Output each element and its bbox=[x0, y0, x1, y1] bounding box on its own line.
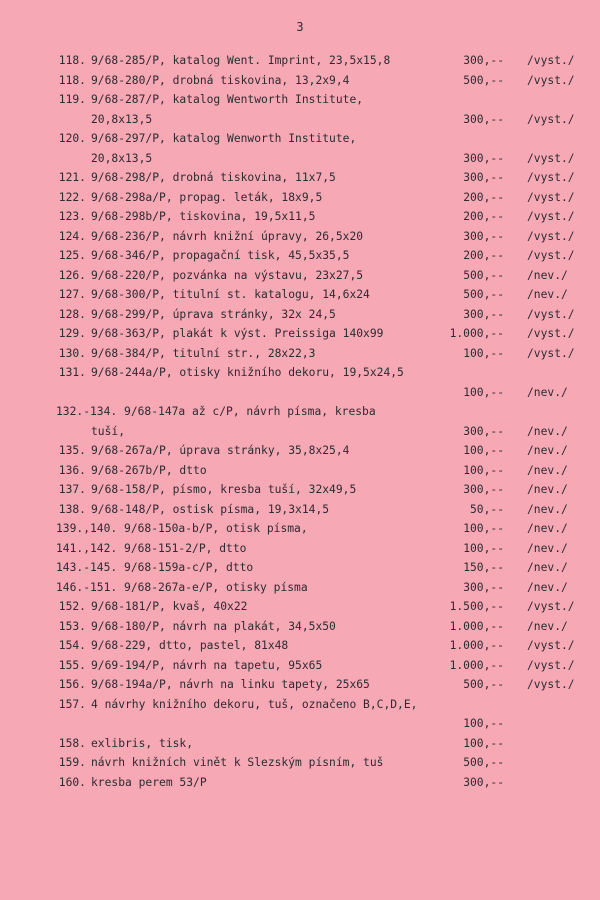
entry-status: /nev./ bbox=[527, 561, 568, 574]
entry-status: /nev./ bbox=[527, 483, 568, 496]
entry-description: 20,8x13,5 bbox=[91, 151, 153, 165]
entry-description: 4 návrhy knižního dekoru, tuš, označeno B,C,D,E, bbox=[91, 697, 418, 711]
entry-status: /nev./ bbox=[527, 424, 568, 438]
entry-status: /nev./ bbox=[527, 268, 568, 282]
entry-description: návrh knižních vinět k Slezským písním, tuš bbox=[91, 756, 384, 769]
entry-number: 131. bbox=[58, 366, 86, 379]
entry-number: 126. bbox=[58, 268, 86, 282]
entry-description: 9/68-346/P, propagační tisk, 45,5x35,5 bbox=[91, 249, 350, 262]
entry-number: 136. bbox=[58, 463, 86, 477]
entry-description: kresba perem 53/P bbox=[91, 775, 207, 789]
entry-number: 154. bbox=[58, 639, 86, 652]
list-item bbox=[0, 268, 600, 284]
entry-number: 118. bbox=[58, 73, 86, 87]
list-item bbox=[0, 404, 600, 420]
entry-description: 9/68-300/P, titulní st. katalogu, 14,6x24 bbox=[91, 288, 370, 301]
entry-price: 1.500,-- bbox=[449, 600, 504, 613]
list-item bbox=[0, 541, 600, 557]
entry-status: /vyst./ bbox=[527, 151, 575, 165]
entry-number: 125. bbox=[58, 249, 86, 262]
entry-description: 9/68-299/P, úprava stránky, 32x 24,5 bbox=[91, 307, 336, 321]
entry-price: 500,-- bbox=[463, 756, 504, 769]
list-item bbox=[0, 385, 600, 401]
entry-price: 500,-- bbox=[463, 268, 504, 282]
entry-status: /vyst./ bbox=[527, 307, 575, 321]
list-item bbox=[0, 599, 600, 615]
list-item bbox=[0, 580, 600, 596]
entry-number: 130. bbox=[58, 346, 86, 360]
entry-price: 300,-- bbox=[463, 112, 504, 126]
entry-description: 9/68-181/P, kvaš, 40x22 bbox=[91, 600, 248, 613]
entry-price: 100,-- bbox=[463, 522, 504, 535]
entry-description: tuší, bbox=[91, 424, 126, 438]
entry-number: 138. bbox=[58, 502, 86, 516]
entry-number: 124. bbox=[58, 229, 86, 243]
entry-status: /nev./ bbox=[527, 288, 568, 301]
entry-price: 300,-- bbox=[463, 424, 504, 438]
entry-description: 9/69-194/P, návrh na tapetu, 95x65 bbox=[91, 658, 323, 672]
entry-price: 200,-- bbox=[463, 249, 504, 262]
entry-description: 9/68-244a/P, otisky knižního dekoru, 19,5x24,5 bbox=[91, 366, 404, 379]
entry-status: /nev./ bbox=[527, 502, 568, 516]
entry-number: 156. bbox=[58, 678, 86, 691]
entry-description: 9/68-236/P, návrh knižní úpravy, 26,5x20 bbox=[91, 229, 364, 243]
entry-description: 9/68-267b/P, dtto bbox=[91, 463, 207, 477]
entry-description: 9/68-298a/P, propag. leták, 18x9,5 bbox=[91, 190, 323, 204]
entry-description: 141.,142. 9/68-151-2/P, dtto bbox=[56, 541, 247, 555]
entry-price: 100,-- bbox=[463, 463, 504, 477]
entry-price: 1.000,-- bbox=[449, 619, 504, 633]
list-item bbox=[0, 53, 600, 69]
entry-description: 143.-145. 9/68-159a-c/P, dtto bbox=[56, 561, 254, 574]
entry-description: 9/68-194a/P, návrh na linku tapety, 25x65 bbox=[91, 678, 370, 691]
entry-status: /nev./ bbox=[527, 580, 568, 594]
entry-price: 500,-- bbox=[463, 678, 504, 691]
entry-status: /nev./ bbox=[527, 619, 568, 633]
entry-description: 9/68-297/P, katalog Wenworth Institute, bbox=[91, 132, 357, 145]
entry-status: /vyst./ bbox=[527, 327, 575, 340]
entry-description: 20,8x13,5 bbox=[91, 112, 153, 126]
list-item bbox=[0, 307, 600, 323]
entry-price: 300,-- bbox=[463, 483, 504, 496]
list-item bbox=[0, 560, 600, 576]
entry-description: 132.-134. 9/68-147a až c/P, návrh písma, kresba bbox=[56, 405, 376, 418]
list-item bbox=[0, 151, 600, 167]
entry-price: 1.000,-- bbox=[449, 658, 504, 672]
entry-description: exlibris, tisk, bbox=[91, 736, 194, 750]
entry-description: 9/68-180/P, návrh na plakát, 34,5x50 bbox=[91, 619, 336, 633]
entry-description: 9/68-363/P, plakát k výst. Preissiga 140x99 bbox=[91, 327, 384, 340]
entry-number: 135. bbox=[58, 444, 86, 457]
entry-number: 157. bbox=[58, 697, 86, 711]
entry-number: 160. bbox=[58, 775, 86, 789]
entry-description: 9/68-148/P, ostisk písma, 19,3x14,5 bbox=[91, 502, 330, 516]
entry-price: 300,-- bbox=[463, 229, 504, 243]
entry-price: 300,-- bbox=[463, 171, 504, 184]
list-item bbox=[0, 170, 600, 186]
list-item bbox=[0, 482, 600, 498]
list-item bbox=[0, 521, 600, 537]
list-item bbox=[0, 131, 600, 147]
list-item bbox=[0, 619, 600, 635]
entry-number: 152. bbox=[58, 600, 86, 613]
entry-price: 100,-- bbox=[463, 385, 504, 399]
entry-status: /vyst./ bbox=[527, 639, 575, 652]
entry-description: 9/68-158/P, písmo, kresba tuší, 32x49,5 bbox=[91, 483, 357, 496]
list-item bbox=[0, 326, 600, 342]
list-item bbox=[0, 697, 600, 713]
entry-price: 100,-- bbox=[463, 736, 504, 750]
entry-status: /vyst./ bbox=[527, 112, 575, 126]
entry-status: /vyst./ bbox=[527, 249, 575, 262]
entry-number: 129. bbox=[58, 327, 86, 340]
entry-description: 9/68-220/P, pozvánka na výstavu, 23x27,5 bbox=[91, 268, 364, 282]
entry-price: 300,-- bbox=[463, 151, 504, 165]
entry-status: /vyst./ bbox=[527, 678, 575, 691]
entry-description: 9/68-229, dtto, pastel, 81x48 bbox=[91, 639, 289, 652]
entry-description: 9/68-267a/P, úprava stránky, 35,8x25,4 bbox=[91, 444, 350, 457]
list-item bbox=[0, 736, 600, 752]
entry-status: /vyst./ bbox=[527, 346, 575, 360]
list-item bbox=[0, 73, 600, 89]
list-item bbox=[0, 92, 600, 108]
entry-status: /vyst./ bbox=[527, 600, 575, 613]
entry-number: 153. bbox=[58, 619, 86, 633]
entry-status: /nev./ bbox=[527, 522, 568, 535]
entry-description: 146.-151. 9/68-267a-e/P, otisky písma bbox=[56, 580, 308, 594]
list-item bbox=[0, 190, 600, 206]
entry-number: 155. bbox=[58, 658, 86, 672]
entry-price: 100,-- bbox=[463, 444, 504, 457]
list-item bbox=[0, 502, 600, 518]
entry-status: /nev./ bbox=[527, 444, 568, 457]
entry-number: 158. bbox=[58, 736, 86, 750]
entry-price: 500,-- bbox=[463, 288, 504, 301]
entry-description: 9/68-384/P, titulní str., 28x22,3 bbox=[91, 346, 316, 360]
entry-description: 9/68-285/P, katalog Went. Imprint, 23,5x15,8 bbox=[91, 54, 391, 67]
entry-price: 100,-- bbox=[463, 541, 504, 555]
entry-price: 150,-- bbox=[463, 561, 504, 574]
entry-price: 1.000,-- bbox=[449, 327, 504, 340]
entry-price: 500,-- bbox=[463, 73, 504, 87]
entry-price: 100,-- bbox=[463, 717, 504, 730]
list-item bbox=[0, 463, 600, 479]
entry-price: 200,-- bbox=[463, 210, 504, 223]
list-item bbox=[0, 755, 600, 771]
entry-number: 118. bbox=[58, 54, 86, 67]
entry-number: 127. bbox=[58, 288, 86, 301]
entry-description: 9/68-298/P, drobná tiskovina, 11x7,5 bbox=[91, 171, 336, 184]
list-item bbox=[0, 658, 600, 674]
entry-description: 9/68-280/P, drobná tiskovina, 13,2x9,4 bbox=[91, 73, 350, 87]
list-item bbox=[0, 775, 600, 791]
entry-price: 100,-- bbox=[463, 346, 504, 360]
entry-description: 9/68-298b/P, tiskovina, 19,5x11,5 bbox=[91, 210, 316, 223]
list-item bbox=[0, 112, 600, 128]
entry-number: 119. bbox=[58, 93, 86, 106]
entry-description: 9/68-287/P, katalog Wentworth Institute, bbox=[91, 93, 364, 106]
entry-number: 120. bbox=[58, 132, 86, 145]
entry-number: 137. bbox=[58, 483, 86, 496]
list-item bbox=[0, 248, 600, 264]
entry-status: /nev./ bbox=[527, 541, 568, 555]
list-item bbox=[0, 287, 600, 303]
entry-status: /vyst./ bbox=[527, 54, 575, 67]
list-item bbox=[0, 365, 600, 381]
entry-status: /nev./ bbox=[527, 385, 568, 399]
list-item bbox=[0, 346, 600, 362]
entry-price: 300,-- bbox=[463, 54, 504, 67]
list-item bbox=[0, 209, 600, 225]
list-item bbox=[0, 716, 600, 732]
entry-price: 50,-- bbox=[469, 502, 504, 516]
entry-number: 159. bbox=[58, 756, 86, 769]
entry-status: /vyst./ bbox=[527, 210, 575, 223]
entry-status: /nev./ bbox=[527, 463, 568, 477]
entry-price: 200,-- bbox=[463, 190, 504, 204]
list-item bbox=[0, 424, 600, 440]
entry-price: 1.000,-- bbox=[449, 639, 504, 652]
list-item bbox=[0, 638, 600, 654]
entry-price: 300,-- bbox=[463, 580, 504, 594]
list-item bbox=[0, 677, 600, 693]
entry-price: 300,-- bbox=[463, 307, 504, 321]
list-item bbox=[0, 443, 600, 459]
entry-number: 128. bbox=[58, 307, 86, 321]
list-item bbox=[0, 229, 600, 245]
entry-status: /vyst./ bbox=[527, 190, 575, 204]
entry-description: 139.,140. 9/68-150a-b/P, otisk písma, bbox=[56, 522, 308, 535]
entry-status: /vyst./ bbox=[527, 229, 575, 243]
entry-status: /vyst./ bbox=[527, 171, 575, 184]
page-number: 3 bbox=[296, 20, 304, 34]
entry-number: 121. bbox=[58, 171, 86, 184]
entry-number: 122. bbox=[58, 190, 86, 204]
entry-status: /vyst./ bbox=[527, 658, 575, 672]
entry-status: /vyst./ bbox=[527, 73, 575, 87]
entry-price: 300,-- bbox=[463, 775, 504, 789]
entry-number: 123. bbox=[58, 210, 86, 223]
